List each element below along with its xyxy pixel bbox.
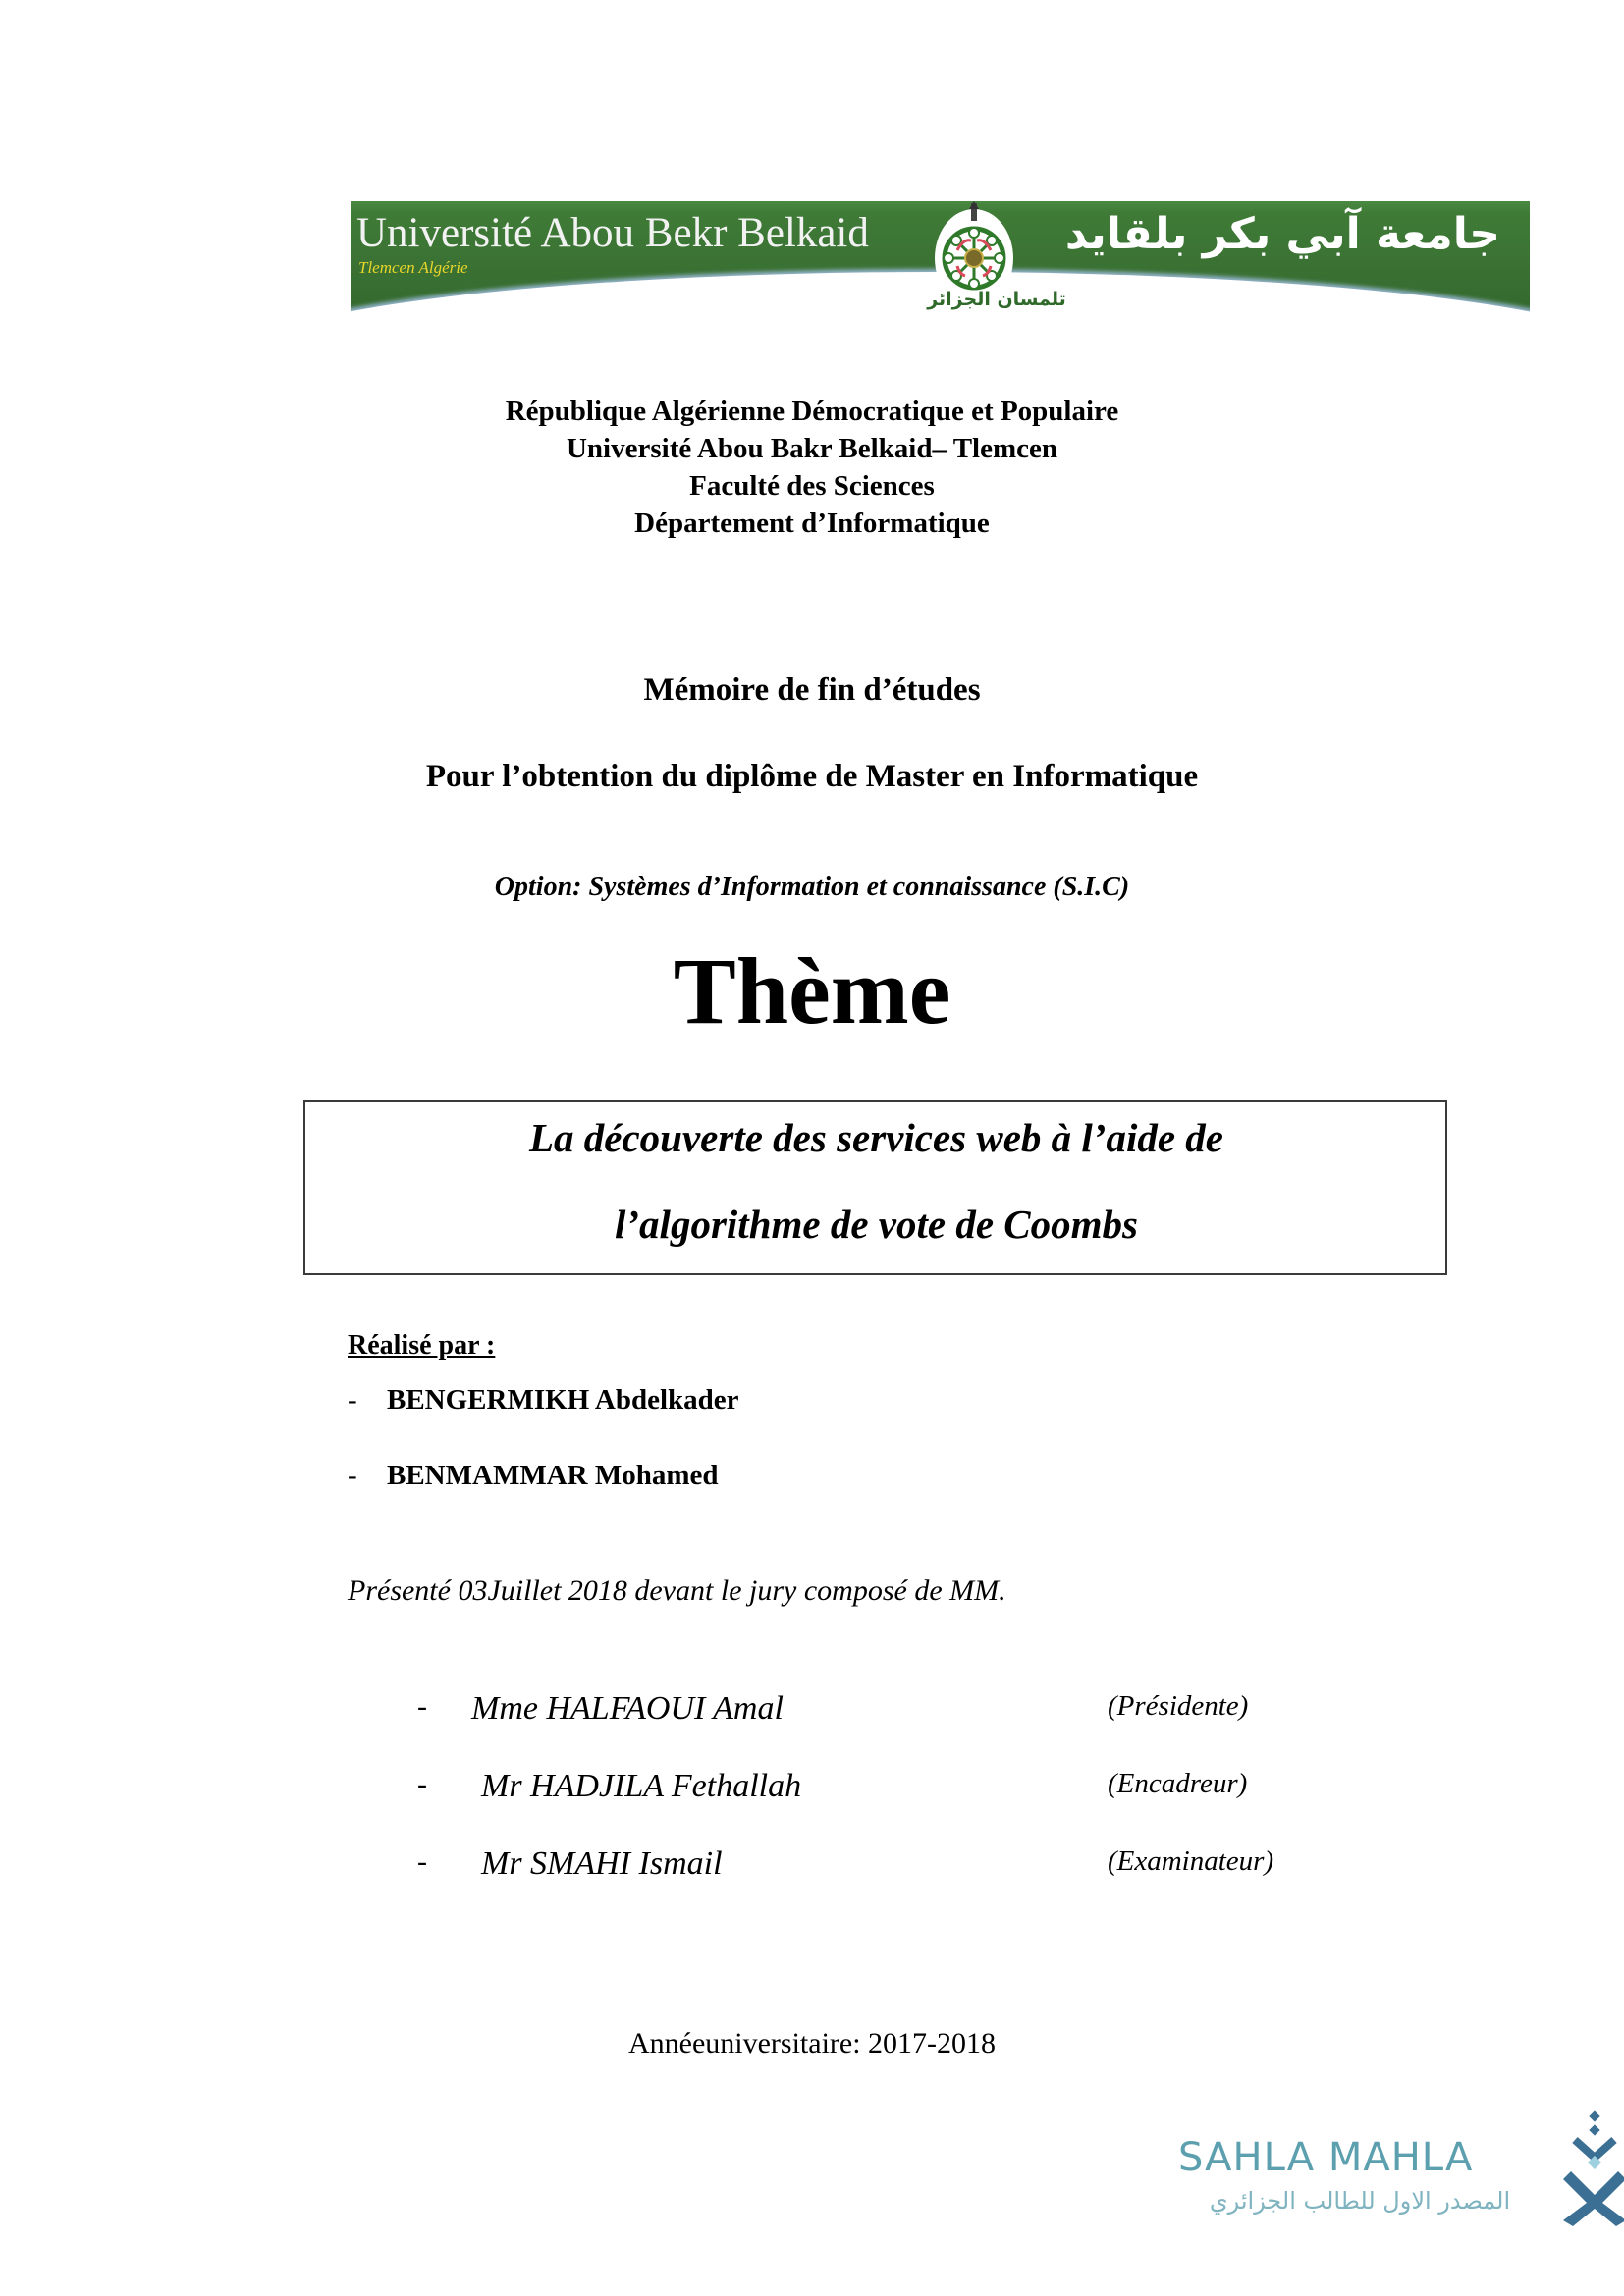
header-department: Département d’Informatique: [634, 507, 990, 539]
bullet-dash: -: [417, 1845, 427, 1878]
banner-location: Tlemcen Algérie: [358, 258, 468, 277]
bullet-dash: -: [417, 1768, 427, 1800]
authors-label: Réalisé par :: [348, 1330, 496, 1361]
jury-member-role: (Examinateur): [1108, 1845, 1274, 1877]
author-name: BENGERMIKH Abdelkader: [387, 1384, 739, 1415]
bullet-dash: -: [348, 1384, 357, 1415]
thesis-type: Mémoire de fin d’études: [643, 672, 981, 708]
bullet-dash: -: [348, 1460, 357, 1491]
jury-member-name: Mme HALFAOUI Amal: [471, 1690, 784, 1727]
thesis-option: Option: Systèmes d’Information et connaissance (S.I.C): [494, 872, 1130, 902]
banner-university-name: Université Abou Bekr Belkaid: [356, 210, 869, 256]
jury-member-role: (Encadreur): [1108, 1768, 1248, 1799]
sahla-mahla-watermark: [1178, 2110, 1591, 2228]
sahla-mahla-logo-icon: [1563, 2110, 1624, 2228]
jury-member-name: Mr SMAHI Ismail: [481, 1845, 723, 1882]
author-name: BENMAMMAR Mohamed: [387, 1460, 719, 1491]
thesis-purpose: Pour l’obtention du diplôme de Master en Informatique: [425, 759, 1199, 794]
jury-row: [417, 1845, 1399, 1889]
thesis-title-line-1: La découverte des services web à l’aide de: [528, 1115, 1223, 1160]
thesis-title-box: [303, 1100, 1447, 1275]
theme-heading: Thème: [673, 938, 951, 1043]
header-republic: République Algérienne Démocratique et Populaire: [505, 396, 1119, 427]
header-university: Université Abou Bakr Belkaid– Tlemcen: [566, 433, 1058, 464]
thesis-title-line-2: l’algorithme de vote de Coombs: [615, 1201, 1138, 1247]
presentation-statement: Présenté 03Juillet 2018 devant le jury composé de MM.: [348, 1575, 1006, 1607]
banner-university-name-arabic: جامعة آبي بكر بلقايد: [1064, 209, 1500, 259]
watermark-brand: SAHLA MAHLA: [1178, 2135, 1474, 2180]
jury-member-role: (Présidente): [1108, 1690, 1249, 1722]
author-item: [348, 1460, 718, 1492]
author-item: [348, 1384, 739, 1416]
banner-location-arabic: تلمسان الجزائر: [927, 289, 1066, 310]
watermark-tagline: المصدر الاول للطالب الجزائري: [1209, 2187, 1511, 2215]
jury-member-name: Mr HADJILA Fethallah: [481, 1768, 802, 1804]
bullet-dash: -: [417, 1690, 427, 1723]
academic-year: Annéeuniversitaire: 2017-2018: [627, 2027, 997, 2059]
jury-row: [417, 1768, 1399, 1811]
jury-row: [417, 1690, 1399, 1734]
header-faculty: Faculté des Sciences: [689, 470, 935, 502]
